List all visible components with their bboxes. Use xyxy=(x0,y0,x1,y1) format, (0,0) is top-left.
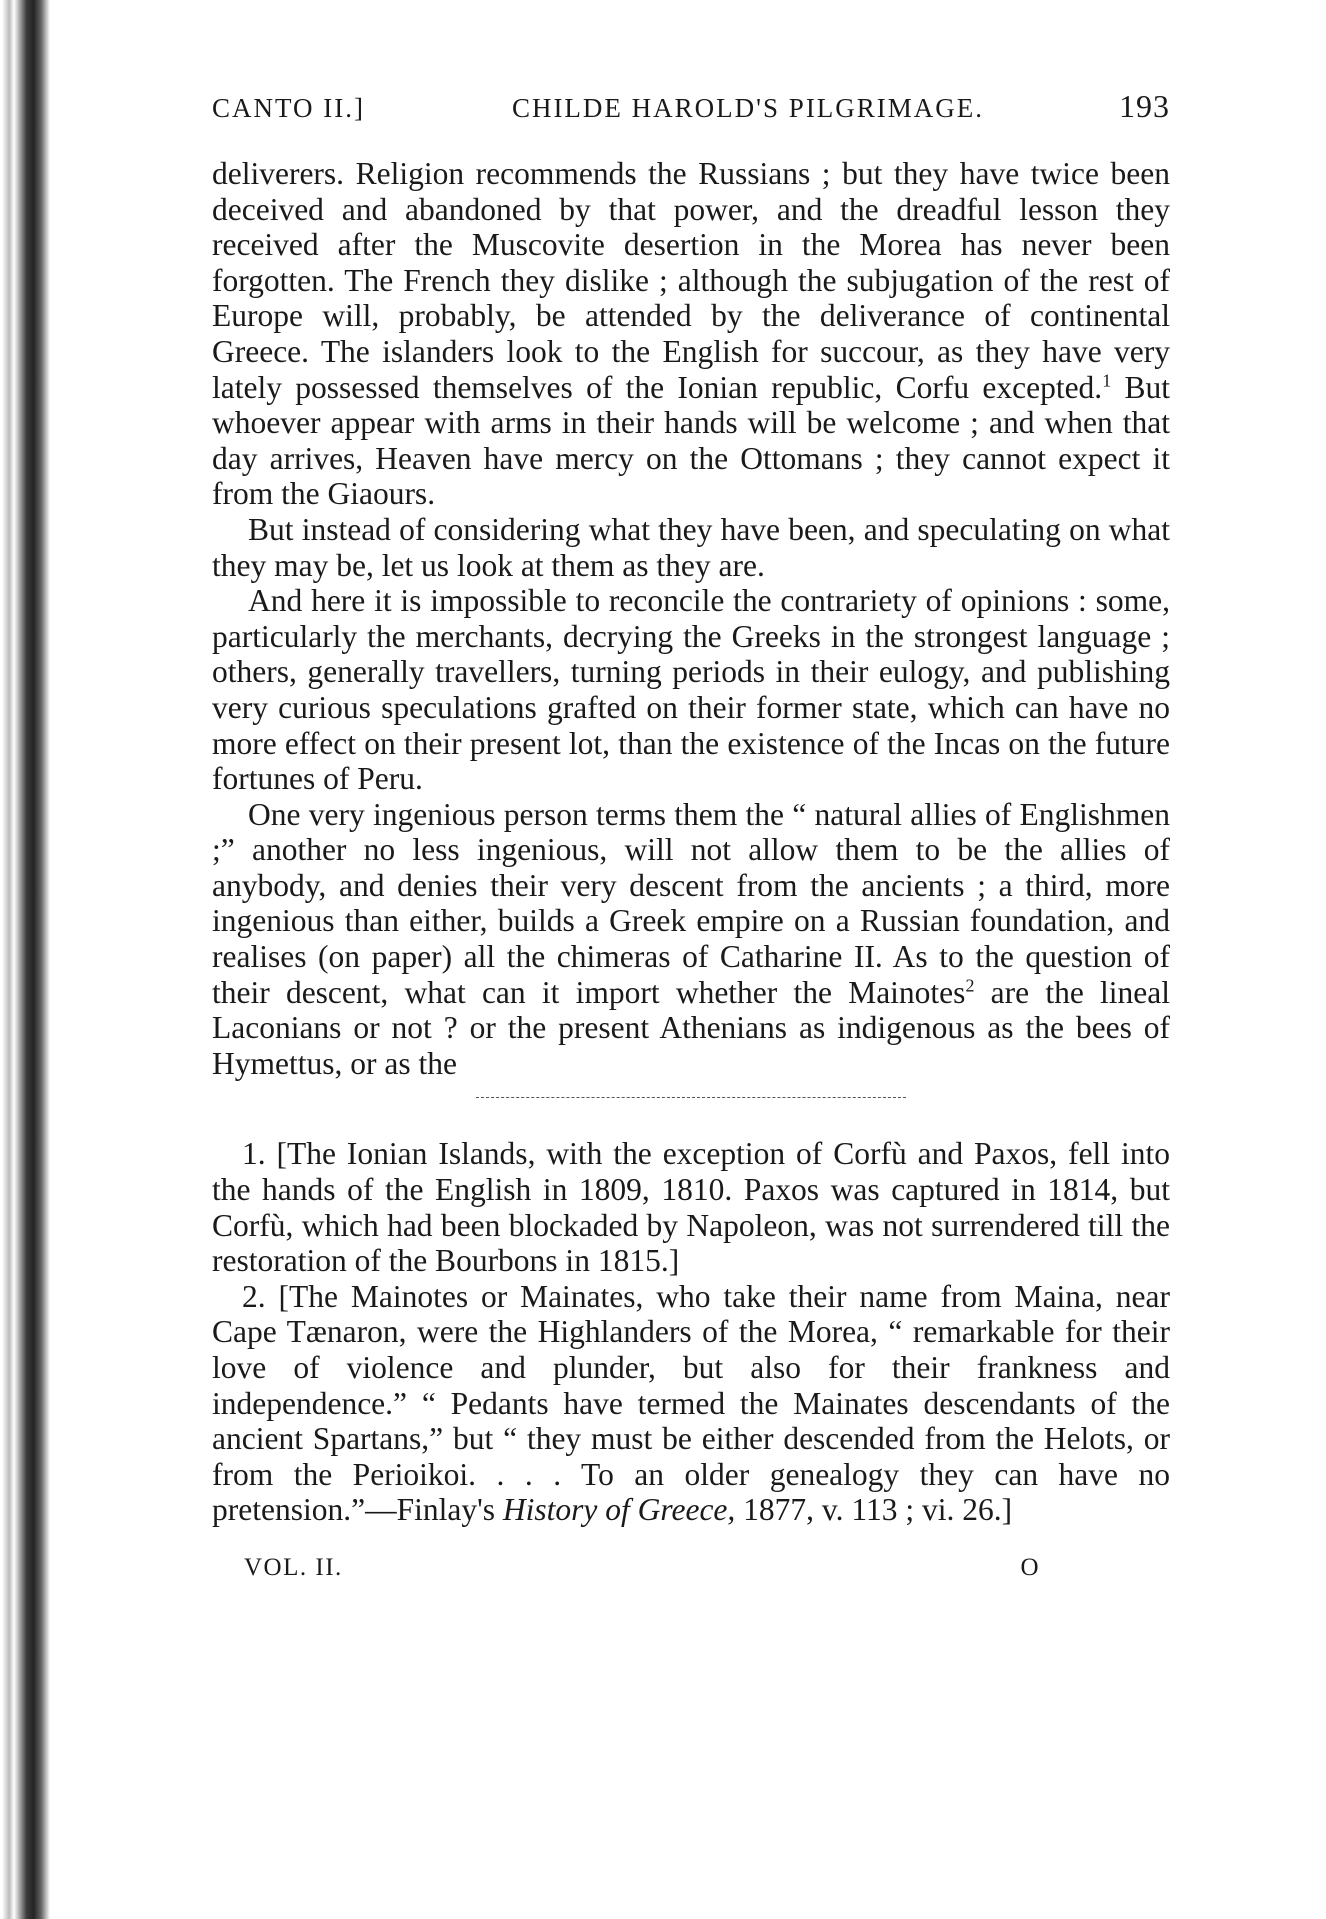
footnotes xyxy=(212,1136,1170,1528)
paragraph-4-continued: are the lineal Laconians or not ? or the present Athenians as indigenous as the bees of Hymettus, or as the xyxy=(212,974,1171,1081)
footnote-2 xyxy=(212,1279,1170,1528)
header-title: CHILDE HAROLD'S PILGRIMAGE. xyxy=(511,93,985,123)
footnote-2-book-title: History of Greece, xyxy=(502,1492,736,1528)
footnote-1: 1. [The Ionian Islands, with the exception of Corfù and Paxos, fell into the hands of the English in 1809, 1810. Paxos was captured in 1814, but Corfù, which had been blockaded by Napoleon, was not surrendered till the restoration of the Bourbons in 1815.] xyxy=(212,1136,1170,1279)
paragraph-2: But instead of considering what they have been, and speculating on what they may be, let us look at them as they are. xyxy=(212,511,1170,583)
page-edge-shadow xyxy=(2,0,14,1919)
footnote-ref-2: 2 xyxy=(965,975,975,996)
binding-edge xyxy=(14,0,50,1919)
page-number: 193 xyxy=(1119,88,1170,124)
header-canto: CANTO II.] xyxy=(212,93,365,123)
footnote-ref-1: 1 xyxy=(1102,370,1112,391)
paragraph-4-text: One very ingenious person terms them the “ natural allies of Englishmen ;” another no less ingenious, will not allow them to be the allies of anybody, and denies their very descent from the ancients ; a third, more ingenious than either, builds a Greek empire on a Russian foundation, and realises (on paper) all the chimeras of Catharine II. As to the question of their descent, what can it import whether the Mainotes xyxy=(212,796,1170,1010)
volume-label: VOL. II. xyxy=(244,1553,343,1581)
footnote-separator xyxy=(476,1097,906,1098)
book-page xyxy=(212,88,1170,1582)
paragraph-1-text: deliverers. Religion recommends the Russians ; but they have twice been deceived and abandoned by that power, and the dreadful lesson they received after the Muscovite desertion in the Morea has never been forgotten. The French they dislike ; although the subjugation of the rest of Europe will, probably, be attended by the deliverance of continental Greece. The islanders look to the English for succour, as they have very lately possessed themselves of the Ionian republic, Corfu excepted. xyxy=(212,156,1170,405)
footnote-2-text: 2. [The Mainotes or Mainates, who take their name from Maina, near Cape Tænaron, were the Highlanders of the Morea, “ remarkable for their love of violence and plunder, but also for their frankness and independence.” “ Pedants have termed the Mainates descendants of the ancient Spartans,” but “ they must be either descended from the Helots, or from the Perioikoi. . . . To an older genealogy they can have no pretension.”—Finlay's xyxy=(212,1278,1170,1528)
paragraph-1-continued: But whoever appear with arms in their hands will be welcome ; and when that day arrives, Heaven have mercy on the Ottomans ; they cannot expect it from the Giaours. xyxy=(212,369,1171,512)
main-text xyxy=(212,156,1170,1081)
page-footer xyxy=(212,1554,1170,1582)
paragraph-1 xyxy=(212,156,1170,512)
signature-mark: O xyxy=(1020,1553,1040,1581)
footnote-2-continued: 1877, v. 113 ; vi. 26.] xyxy=(735,1492,1013,1528)
paragraph-4 xyxy=(212,797,1170,1082)
paragraph-3: And here it is impossible to reconcile the contrariety of opinions : some, particularly the merchants, decrying the Greeks in the strongest language ; others, generally travellers, turning periods in their eulogy, and publishing very curious speculations grafted on their former state, which can have no more effect on their present lot, than the existence of the Incas on the future fortunes of Peru. xyxy=(212,583,1170,797)
running-header xyxy=(212,88,1170,132)
